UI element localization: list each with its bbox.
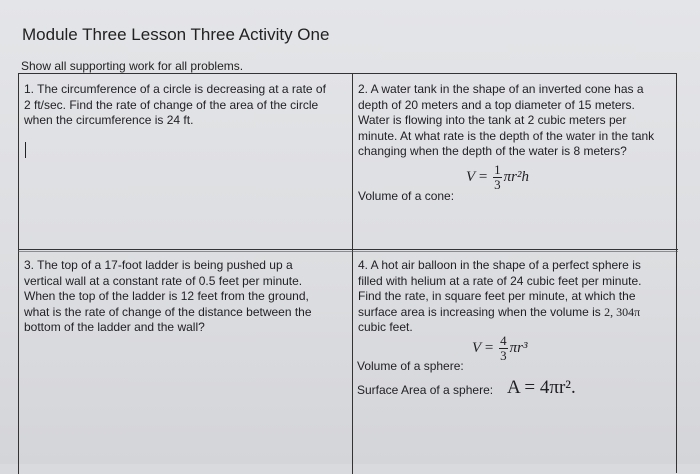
sphere-formula-denominator: 3 [500,348,507,363]
instructions: Show all supporting work for all problems. [21,59,244,73]
sphere-formula-rhs: πr³ [509,340,528,356]
problem-4-text[interactable] [358,258,674,336]
cone-formula-rhs: πr²h [503,169,529,185]
sphere-volume-formula: V = $\frac{4}{3}$ πr³ [472,333,528,363]
sphere-formula-fraction [499,334,508,363]
problem-4-text-a: 4. A hot air balloon in the shape of a perfect sphere is filled with helium at a rate of 24 cubic feet per minute. Find the rate, in square feet per minute, at which the surface area is increasing when the volume is [358,258,642,319]
page-title: Module Three Lesson Three Activity One [22,25,330,44]
cone-formula-numerator: 1 [494,162,501,177]
text-cursor [25,142,26,158]
problem-4-text-b: cubic feet. [358,320,413,334]
table-divider-horizontal [18,249,678,250]
problem-1-text[interactable]: 1. The circumference of a circle is decreasing at a rate of 2 ft/sec. Find the rate of change of the area of the circle when the circumference is 24 ft. [24,82,326,127]
problem-4-volume-value: 2, 304π [604,304,641,319]
sphere-formula-lhs: V [472,340,482,356]
cone-formula-lhs: V [466,169,476,185]
cone-formula-denominator: 3 [494,177,501,192]
sphere-formula-numerator: 4 [500,333,507,348]
cone-formula-fraction [493,163,502,192]
table-divider-vertical [352,74,353,474]
table-divider-horizontal-shadow [18,251,678,252]
sphere-area-formula: A = 4πr². [507,377,576,398]
problem-3-text[interactable]: 3. The top of a 17-foot ladder is being pushed up a vertical wall at a constant rate of 0.5 feet per minute. When the top of the ladder is 12 feet from the ground, what is the rate of change of the distance between the bottom of the ladder and the wall? [24,258,312,334]
sphere-area-label: Surface Area of a sphere: [357,383,494,397]
problem-2-text[interactable]: 2. A water tank in the shape of an inverted cone has a depth of 20 meters and a top diameter of 15 meters. Water is flowing into the tank at 2 cubic meters per minute. At what rate is the depth of the water in the tank changing when the depth of the water is 8 meters? [358,82,655,158]
cone-volume-formula: V = $\frac{1}{3}$ πr²h [466,162,529,192]
sphere-volume-label: Volume of a sphere: [357,359,464,373]
cone-volume-label: Volume of a cone: [358,189,455,203]
